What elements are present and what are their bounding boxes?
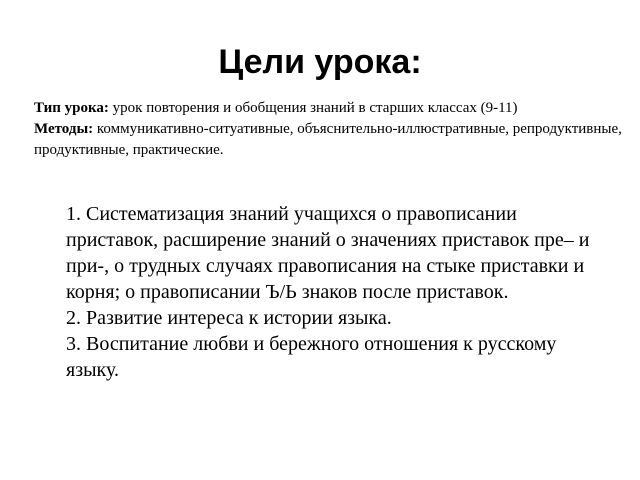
goal-item: 1. Систематизация знаний учащихся о правописании приставок, расширение знаний о значениях приставок пре– и при-, о трудных случаях правописания на стыке приставки и корня; о правописании Ъ/Ь знаков после приставок. [66,203,590,303]
lesson-type-label: Тип урока: [34,100,109,116]
goal-item: 3. Воспитание любви и бережного отношения к русскому языку. [66,333,557,381]
lesson-meta [34,98,624,161]
slide-title: Цели урока: [218,43,422,81]
goals-list [66,201,596,383]
goal-item: 2. Развитие интереса к истории языка. [66,307,392,329]
methods-value: коммуникативно-ситуативные, объяснительно-иллюстративные, репродуктивные, продуктивные, практические. [34,121,622,158]
lesson-type-value: урок повторения и обобщения знаний в старших классах (9-11) [112,100,518,116]
methods-label: Методы: [34,121,94,137]
